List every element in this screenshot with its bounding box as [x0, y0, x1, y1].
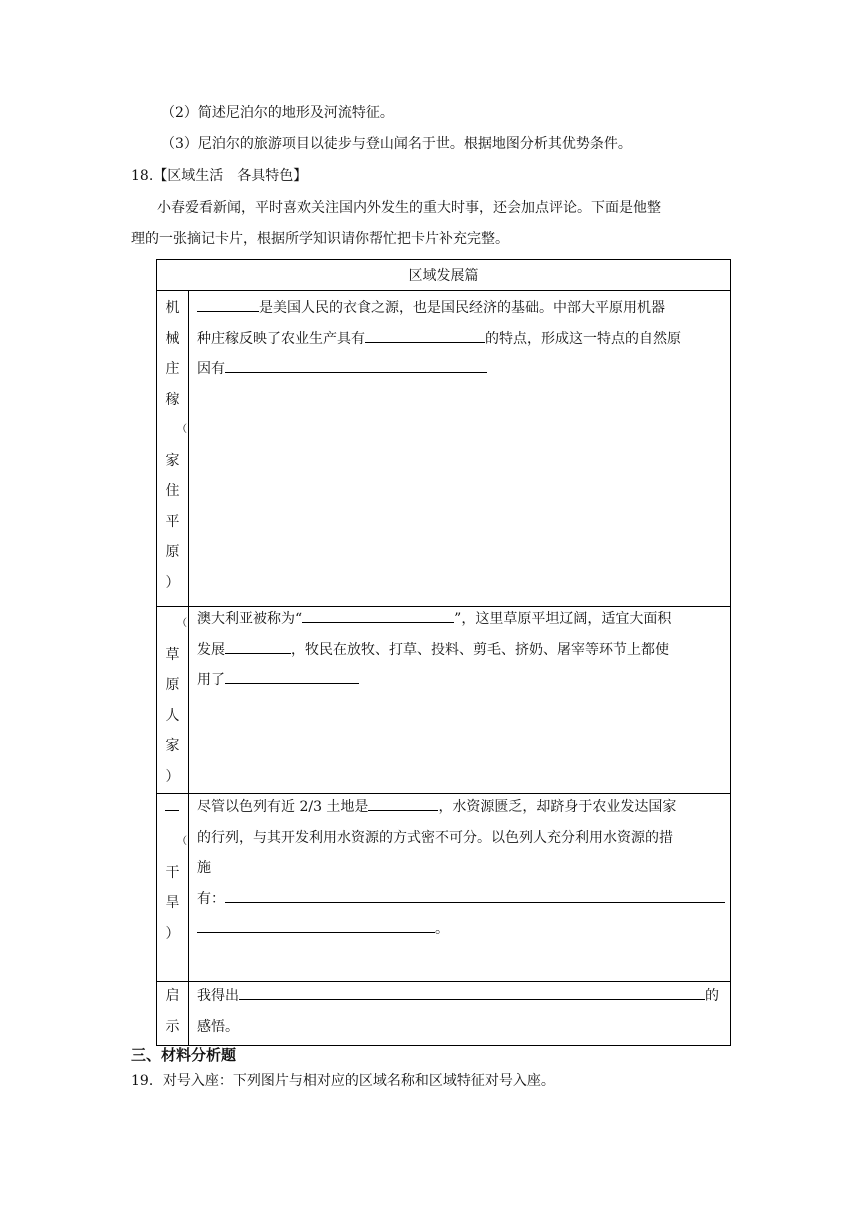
answer-blank[interactable] [225, 635, 291, 654]
question-19: 19．对号入座：下列图片与相对应的区域名称和区域特征对号入座。 [131, 1073, 555, 1089]
answer-blank[interactable] [225, 884, 725, 903]
answer-blank[interactable] [239, 981, 705, 1000]
answer-blank[interactable] [302, 604, 454, 623]
answer-blank[interactable] [165, 796, 179, 811]
note-card-table [156, 259, 731, 1046]
row-label-machine-farming: 机 械 庄 稼 （ 家 住 平 原 ） [165, 300, 187, 591]
question-2: （2）简述尼泊尔的地形及河流特征。 [161, 105, 394, 121]
answer-blank[interactable] [368, 792, 438, 811]
card-title: 区域发展篇 [408, 268, 479, 284]
answer-blank[interactable] [365, 324, 485, 343]
question-3: （3）尼泊尔的旅游项目以徒步与登山闻名于世。根据地图分析其优势条件。 [161, 136, 632, 152]
row-label-insight: 启 示 [165, 988, 180, 1035]
row-content-machine-farming: 是美国人民的衣食之源，也是国民经济的基础。中部大平原用机器 种庄稼反映了农业生产具有 的特点，形成这一特点的自然原 因有 [197, 293, 727, 385]
row-label-grassland: （ 草 原 人 家 ） [165, 618, 187, 785]
answer-blank[interactable] [225, 354, 487, 373]
row-content-arid: 尽管以色列有近 2/3 土地是 ，水资源匮乏，却跻身于农业发达国家 的行列，与其开发利用水资源的方式密不可分。以色列人充分利用水资源的措 施 有： 。 [197, 792, 727, 945]
column-divider [188, 291, 189, 1045]
answer-blank[interactable] [225, 665, 359, 684]
divider [157, 290, 730, 291]
question-18-intro-line2: 理的一张摘记卡片，根据所学知识请你帮忙把卡片补充完整。 [131, 231, 509, 247]
question-18-intro-line1: 小春爱看新闻，平时喜欢关注国内外发生的重大时事，还会加点评论。下面是他整 [157, 200, 661, 216]
section-heading: 三、材料分析题 [131, 1046, 237, 1064]
answer-blank[interactable] [197, 293, 259, 312]
row-label-arid: （ 干 旱 ） [157, 796, 188, 949]
row-content-grassland: 澳大利亚被称为“ ”，这里草原平坦辽阔，适宜大面积 发展 ，牧民在放牧、打草、投料、剪毛、挤奶、屠宰等环节上都使 用了 [197, 604, 727, 696]
row-content-insight: 我得出 的 感悟。 [197, 981, 727, 1042]
question-18-title: 18.【区域生活 各具特色】 [131, 168, 308, 184]
answer-blank[interactable] [197, 914, 435, 933]
